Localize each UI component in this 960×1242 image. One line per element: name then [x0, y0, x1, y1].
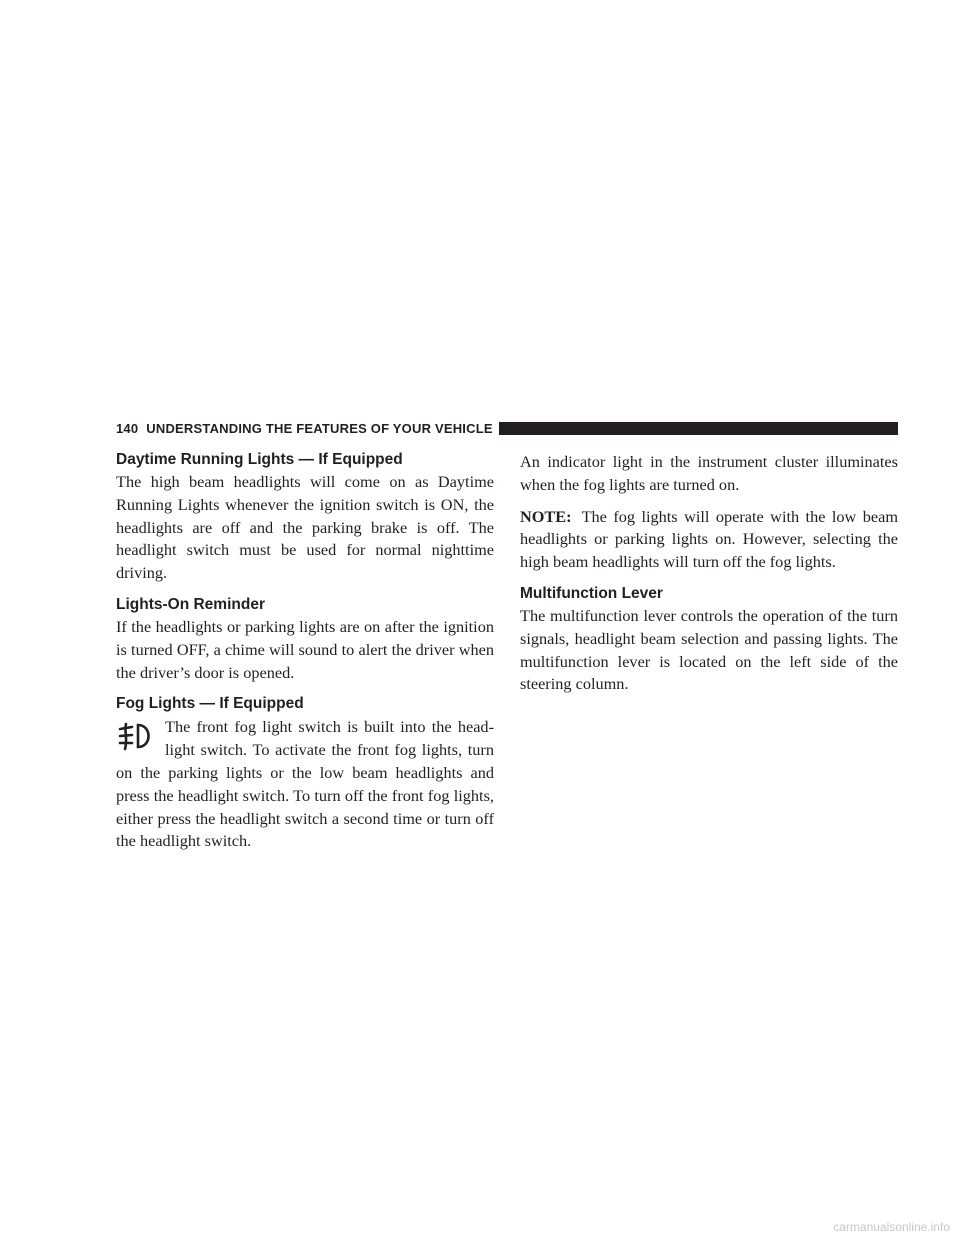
left-column — [116, 449, 494, 853]
fog-note — [520, 506, 898, 574]
reminder-heading: Lights-On Reminder — [116, 595, 265, 613]
drl-heading: Daytime Running Lights — If Equipped — [116, 451, 403, 468]
fog-light-icon — [116, 719, 154, 753]
right-column — [520, 449, 898, 696]
note-label: NOTE: — [520, 506, 572, 526]
reminder-body: If the headlights or parking lights are on after the ignition is turned OFF, a chime will sound to alert the driver when the driver’s door is opened. — [116, 616, 494, 682]
note-body: The fog lights will operate with the low beam headlights or parking lights on. However, selecting the high beam headlights will turn off the fog lights. — [520, 506, 898, 572]
header-rule — [499, 422, 898, 435]
multifunction-body: The multifunction lever controls the operation of the turn signals, headlight beam selection and passing lights. The multifunction lever is located on the left side of the steering column. — [520, 605, 898, 694]
fog-body-block — [116, 716, 494, 853]
page-number: 140 — [116, 420, 139, 436]
fog-indicator-text: An indicator light in the instrument cluster illuminates when the fog lights are turned on. — [520, 452, 898, 494]
page-header — [116, 418, 898, 438]
fog-heading: Fog Lights — If Equipped — [116, 695, 304, 713]
multifunction-heading: Multifunction Lever — [520, 584, 663, 602]
watermark: carmanualsonline.info — [833, 1220, 950, 1234]
fog-body: The front fog light switch is built into the head-light switch. To activate the front fog lights, turn on the parking lights or the low beam headlights and press the headlight switch. To turn off the front fog lights, either press the headlight switch a second time or turn off the headlight switch. — [116, 717, 494, 851]
drl-body: The high beam headlights will come on as Daytime Running Lights whenever the ignition switch is ON, the headlights are off and the parking brake is off. The headlight switch must be used for normal nighttime driving. — [116, 472, 494, 583]
section-title: UNDERSTANDING THE FEATURES OF YOUR VEHICLE — [146, 420, 493, 436]
